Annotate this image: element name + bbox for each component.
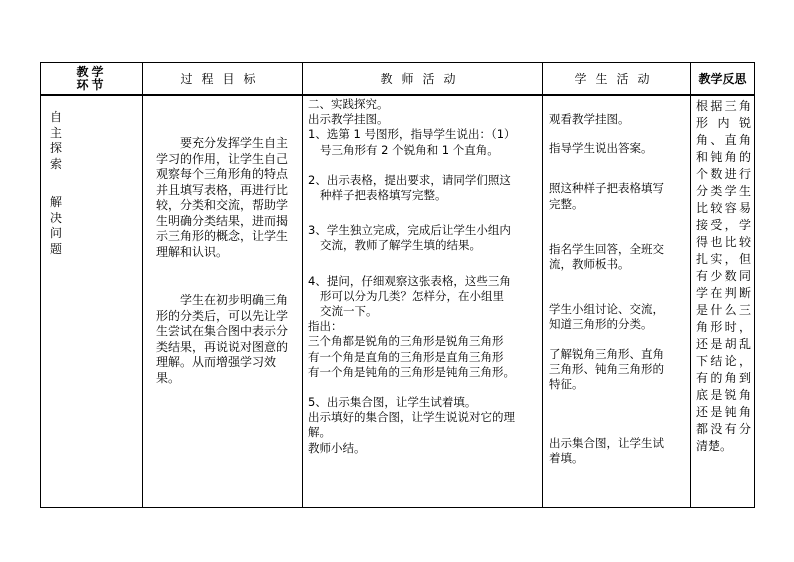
reflection-text: 根据三角形内锐角、直角和钝角的个数进行分类学生比较容易接受，学得也比较扎实，但有少数同学在判断是什么三角形时，还是胡乱下结论，有的角到底是锐角还是钝角都没有分清楚。: [696, 99, 751, 453]
goal-text: [143, 96, 302, 386]
teacher-line: 形可以分为几类？怎样分，在小组里: [320, 288, 504, 303]
teacher-line: 号三角形有 2 个锐角和 1 个直角。: [320, 142, 499, 157]
stage-char: 索: [49, 156, 62, 171]
content-row: [41, 95, 755, 507]
reflection-cell: [691, 95, 755, 507]
student-line: 知道三角形的分类。: [549, 317, 653, 332]
student-line: 出示集合图，让学生试: [549, 436, 664, 451]
header-student: [543, 63, 691, 96]
student-activity-cell: [543, 95, 691, 507]
header-teacher: [303, 63, 543, 96]
student-line: 流，教师板书。: [549, 257, 630, 272]
goal-cell: [143, 95, 303, 507]
teacher-activity-text: [303, 96, 542, 456]
header-reflection-label: 教学反思: [698, 71, 747, 86]
teacher-line: 交流一下。: [320, 304, 378, 319]
goal-paragraph-1: 要充分发挥学生自主学习的作用，让学生自己观察每个三角形角的特点并且填写表格，再进行比较，分类和交流，帮助学生明确分类结果，进而揭示三角形的概念，让学生理解和认识。: [156, 136, 289, 259]
lesson-plan-table: [40, 62, 755, 508]
header-goal-label: 过程目标: [180, 71, 265, 86]
header-reflection: [691, 63, 755, 96]
teacher-line: 5、出示集合图，让学生试着填。: [308, 395, 477, 410]
teacher-line: 有一个角是钝角的三角形是钝角三角形。: [308, 364, 515, 379]
student-line: 特征。: [549, 377, 584, 392]
header-student-label: 学生活动: [574, 71, 659, 86]
stage-column: [46, 96, 66, 257]
header-stage-line-2: 环节: [76, 77, 107, 92]
teacher-line: 三个角都是锐角的三角形是锐角三角形: [308, 334, 504, 349]
teacher-line: 2、出示表格，提出要求，请同学们照这: [308, 172, 511, 187]
stage-char: 题: [49, 241, 62, 256]
stage-char: 主: [49, 125, 62, 140]
stage-char: 自: [49, 110, 62, 124]
teacher-line: 1、选第 1 号图形，指导学生说出：（1）: [308, 127, 516, 142]
student-line: 指名学生回答，全班交: [549, 241, 664, 256]
teacher-line: 出示教学挂图。: [308, 112, 389, 127]
teacher-line: 解。: [308, 425, 331, 440]
student-line: 观看教学挂图。: [549, 112, 630, 126]
teacher-line: 种样子把表格填写完整。: [320, 188, 447, 203]
student-line: 指导学生说出答案。: [549, 141, 653, 156]
student-line: 照这种样子把表格填写: [549, 181, 664, 196]
teacher-activity-cell: [303, 95, 543, 507]
header-stage-line-1: 教学: [76, 64, 107, 79]
teacher-line: 二、实践探究。: [308, 97, 389, 111]
teacher-line: 交流，教师了解学生填的结果。: [320, 238, 481, 253]
student-activity-text: [543, 96, 690, 467]
student-line: 着填。: [549, 451, 584, 466]
teacher-line: 4、提问，仔细观察这张表格，这些三角: [308, 273, 511, 288]
teacher-line: 指出：: [308, 319, 343, 334]
student-line: 学生小组讨论、交流，: [549, 302, 664, 317]
teacher-line: 有一个角是直角的三角形是直角三角形: [308, 349, 504, 364]
goal-paragraph-2: 学生在初步明确三角形的分类后，可以先让学生尝试在集合图中表示分类结果，再说说对图意的理解。从而增强学习效果。: [156, 293, 289, 385]
student-line: 三角形、钝角三角形的: [549, 361, 664, 376]
student-line: 完整。: [549, 196, 584, 211]
teacher-line: 教师小结。: [308, 440, 366, 455]
header-goal: [143, 63, 303, 96]
teacher-line: 出示填好的集合图，让学生说说对它的理: [308, 410, 515, 425]
header-stage: [41, 63, 143, 96]
header-row: [41, 63, 755, 96]
student-line: 了解锐角三角形、直角: [549, 346, 664, 361]
stage-cell: [41, 95, 143, 507]
stage-char: 决: [49, 210, 62, 225]
header-teacher-label: 教师活动: [380, 71, 465, 86]
stage-char: 问: [49, 226, 62, 240]
teacher-line: 3、学生独立完成，完成后让学生小组内: [308, 223, 511, 238]
stage-char: 解: [49, 195, 62, 209]
stage-char: 探: [49, 141, 62, 155]
